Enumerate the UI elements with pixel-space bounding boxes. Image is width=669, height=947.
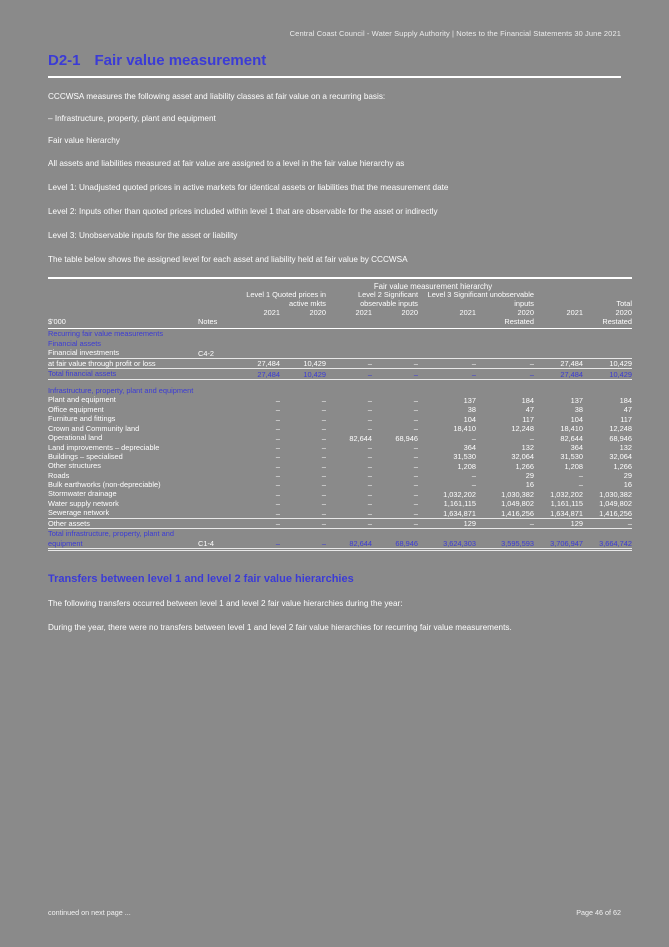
row-value: 10,429 [280,358,326,368]
row-value: – [413,461,418,471]
row-value: – [275,471,280,481]
hierarchy-level-1: Level 1: Unadjusted quoted prices in active markets for identical assets or liabilities that the measurement date [48,183,449,193]
col-year-l1-2020: 2020 [309,308,326,318]
row-value: 32,064 [609,452,632,462]
row-value: 27,484 [534,358,583,368]
section-heading-ippe: Infrastructure, property, plant and equipment [48,385,194,395]
row-value: 31,530 [453,452,476,462]
row-value: 12,248 [609,424,632,434]
row-value: – [321,480,326,490]
row-value: 29 [623,471,632,481]
row-value: 1,266 [613,461,632,471]
title-divider [48,76,621,78]
row-value: – [275,433,280,443]
col-year-total-2020: 2020 [615,308,632,318]
row-value: 1,030,382 [599,489,632,499]
row-value: – [418,358,476,368]
row-value: – [413,442,418,452]
row-label: Financial investments [48,348,120,358]
row-value: 27,484 [234,369,280,379]
row-value: 82,644 [326,529,372,550]
row-label: Bulk earthworks (non-depreciable) [48,480,161,490]
row-value: 1,030,382 [501,489,534,499]
row-value: – [578,471,583,481]
row-value: 10,429 [583,369,632,379]
row-label: Total infrastructure, property, plant and equipment [48,529,198,550]
row-value: – [413,424,418,434]
row-value: 1,049,802 [599,499,632,509]
restated-label-total: Restated [602,317,632,327]
col-year-l2-2021: 2021 [355,308,372,318]
row-value: 16 [623,480,632,490]
intro-lead: CCCWSA measures the following asset and liability classes at fair value on a recurring basis: [48,92,386,101]
page-title-text: Fair value measurement [94,52,267,69]
col-year-l2-2020: 2020 [401,308,418,318]
row-value: – [413,452,418,462]
row-label: Plant and equipment [48,395,116,405]
table-row [48,508,632,518]
row-value: – [275,405,280,415]
row-value: 27,484 [534,369,583,379]
row-value: 3,706,947 [534,529,583,550]
row-value: – [321,489,326,499]
row-value: 47 [525,405,534,415]
row-label: Other structures [48,461,101,471]
row-value: – [275,461,280,471]
row-value: – [413,405,418,415]
row-label: Water supply network [48,498,119,508]
row-value: – [578,480,583,490]
transfers-heading: Transfers between level 1 and level 2 fair value hierarchies [48,572,354,585]
row-value: – [234,529,280,550]
table-unit-label: $'000 [48,317,66,327]
row-value: – [413,414,418,424]
row-value: – [321,405,326,415]
row-value: – [321,471,326,481]
row-value: – [367,405,372,415]
row-value: – [367,395,372,405]
row-value: – [275,414,280,424]
hierarchy-level-2: Level 2: Inputs other than quoted prices included within level 1 that are observable for the asset or indirectly [48,207,438,217]
col-header-level1: Level 1 Quoted prices in active mkts [246,290,326,308]
row-label: Roads [48,470,70,480]
row-value: 1,032,202 [550,489,583,499]
table-row [48,348,632,358]
row-value: – [413,395,418,405]
row-value: 32,064 [511,452,534,462]
row-value: 18,410 [453,424,476,434]
row-value: – [321,414,326,424]
table-row [48,405,632,414]
row-value: 12,248 [511,424,534,434]
row-value: – [476,369,534,379]
row-value: – [413,508,418,518]
row-value: 38 [467,405,476,415]
row-value: – [413,471,418,481]
row-value: – [275,489,280,499]
row-value: 3,624,303 [418,529,476,550]
row-value: – [234,518,280,528]
row-value: 18,410 [560,424,583,434]
row-value: 1,416,256 [501,508,534,518]
row-label: Total financial assets [48,369,198,379]
row-value: 10,429 [583,358,632,368]
row-value: – [326,369,372,379]
row-value: – [367,424,372,434]
row-value: 82,644 [349,433,372,443]
row-value: 1,416,256 [599,508,632,518]
row-value: – [275,452,280,462]
row-value: 117 [620,414,632,424]
table-row [48,461,632,470]
row-value: 1,634,871 [443,508,476,518]
row-value: – [321,452,326,462]
row-value: 1,266 [515,461,534,471]
row-note: C1-4 [198,529,234,550]
row-value: – [529,433,534,443]
col-year-l3-2021: 2021 [459,308,476,318]
row-label: Office equipment [48,404,104,414]
row-value: 47 [623,405,632,415]
row-value: – [321,395,326,405]
row-value: 1,634,871 [550,508,583,518]
col-year-l3-2020: 2020 [517,308,534,318]
page-title-number: D2-1 [48,52,81,69]
table-group-header: Fair value measurement hierarchy [373,282,493,292]
row-value: – [413,489,418,499]
row-value: – [367,508,372,518]
row-value: – [418,369,476,379]
row-value: – [321,499,326,509]
row-value: 3,664,742 [583,529,632,550]
row-label: Other assets [48,518,198,528]
row-value: 3,595,593 [476,529,534,550]
row-value: – [367,471,372,481]
row-label: Furniture and fittings [48,414,116,424]
table-row [48,414,632,423]
row-value: – [413,480,418,490]
row-value: – [367,414,372,424]
table-row [48,480,632,489]
row-value: 184 [521,395,534,405]
row-label: Land improvements – depreciable [48,442,160,452]
row-value: – [275,442,280,452]
row-value: – [471,433,476,443]
row-value: – [321,433,326,443]
table-row [48,471,632,480]
row-value: 184 [619,395,632,405]
col-header-total: Total [616,298,632,308]
fair-value-table [48,277,632,550]
page-footer [48,908,621,917]
table-row [48,443,632,452]
section-subheading-financial-assets: Financial assets [48,338,101,348]
row-value: 68,946 [372,529,418,550]
transfers-para-1: The following transfers occurred between level 1 and level 2 fair value hierarchies during the year: [48,598,403,608]
row-value: – [367,452,372,462]
page-title [48,52,621,69]
row-value: 117 [522,414,534,424]
section-heading-recurring: Recurring fair value measurements [48,329,164,339]
row-value: – [583,518,632,528]
row-value: – [367,461,372,471]
row-value: – [476,358,534,368]
row-value: – [280,529,326,550]
table-row [48,358,632,368]
row-value: – [367,480,372,490]
table-notes-label: Notes [198,317,218,327]
row-value: – [367,442,372,452]
table-row [48,395,632,404]
row-label: Crown and Community land [48,423,140,433]
col-year-l1-2021: 2021 [263,308,280,318]
row-value: 16 [525,480,534,490]
table-row [48,424,632,433]
row-value: 1,208 [564,461,583,471]
row-value: – [372,358,418,368]
row-value: 1,161,115 [443,499,476,509]
row-value: – [275,499,280,509]
row-value: – [372,518,418,528]
row-value: 1,032,202 [443,489,476,499]
row-value: – [413,499,418,509]
row-value: 27,484 [234,358,280,368]
row-value: 82,644 [560,433,583,443]
row-value: 137 [570,395,583,405]
row-label: Stormwater drainage [48,489,117,499]
row-value: 10,429 [280,369,326,379]
transfers-para-2: During the year, there were no transfers between level 1 and level 2 fair value hierarchies for recurring fair value measurements. [48,622,512,632]
row-value: – [367,499,372,509]
row-value: – [280,518,326,528]
col-header-level2: Level 2 Significant observable inputs [358,290,418,308]
row-value: 132 [521,442,534,452]
row-value: 364 [570,442,583,452]
table-row-total [48,529,632,550]
table-row [48,518,632,528]
row-value: – [372,369,418,379]
row-value: 68,946 [609,433,632,443]
row-value: – [326,358,372,368]
row-value: – [321,442,326,452]
row-value: 132 [619,442,632,452]
row-value: – [275,395,280,405]
row-value: 1,161,115 [550,499,583,509]
row-label: Operational land [48,433,103,443]
row-label-cont: at fair value through profit or loss [48,358,198,368]
table-row [48,489,632,498]
table-row [48,433,632,442]
row-value: – [275,480,280,490]
footer-continued: continued on next page ... [48,908,131,917]
row-value: 104 [570,414,583,424]
col-year-total-2021: 2021 [566,308,583,318]
row-value: – [471,471,476,481]
hierarchy-intro: All assets and liabilities measured at fair value are assigned to a level in the fair value hierarchy as [48,159,405,169]
row-value: 68,946 [395,433,418,443]
col-header-level3: Level 3 Significant unobservable inputs [427,290,534,308]
row-value: 137 [463,395,476,405]
hierarchy-heading: Fair value hierarchy [48,136,120,146]
row-value: – [321,461,326,471]
row-value: – [321,424,326,434]
row-value: 364 [463,442,476,452]
row-value: – [471,480,476,490]
row-note: C4-2 [198,348,215,358]
row-value: – [275,424,280,434]
hierarchy-level-3: Level 3: Unobservable inputs for the asset or liability [48,231,238,241]
row-value: – [326,518,372,528]
row-value: 1,208 [457,461,476,471]
row-value: 1,049,802 [501,499,534,509]
row-value: 29 [525,471,534,481]
row-value: 129 [418,518,476,528]
row-value: 38 [574,405,583,415]
row-value: 129 [534,518,583,528]
running-header: Central Coast Council - Water Supply Authority | Notes to the Financial Statements 30 June 2021 [289,29,621,38]
footer-page-number: Page 46 of 62 [576,908,621,917]
table-row [48,499,632,508]
table-row-total [48,369,632,379]
row-value: – [476,518,534,528]
row-label: Buildings – specialised [48,451,123,461]
intro-bullet-1: – Infrastructure, property, plant and equipment [48,114,216,124]
row-value: 104 [463,414,476,424]
table-intro: The table below shows the assigned level for each asset and liability held at fair value by CCCWSA [48,255,408,265]
row-value: – [321,508,326,518]
row-label: Sewerage network [48,508,110,518]
table-row [48,452,632,461]
restated-label-l3: Restated [504,317,534,327]
row-value: – [367,489,372,499]
row-value: 31,530 [560,452,583,462]
row-value: – [275,508,280,518]
